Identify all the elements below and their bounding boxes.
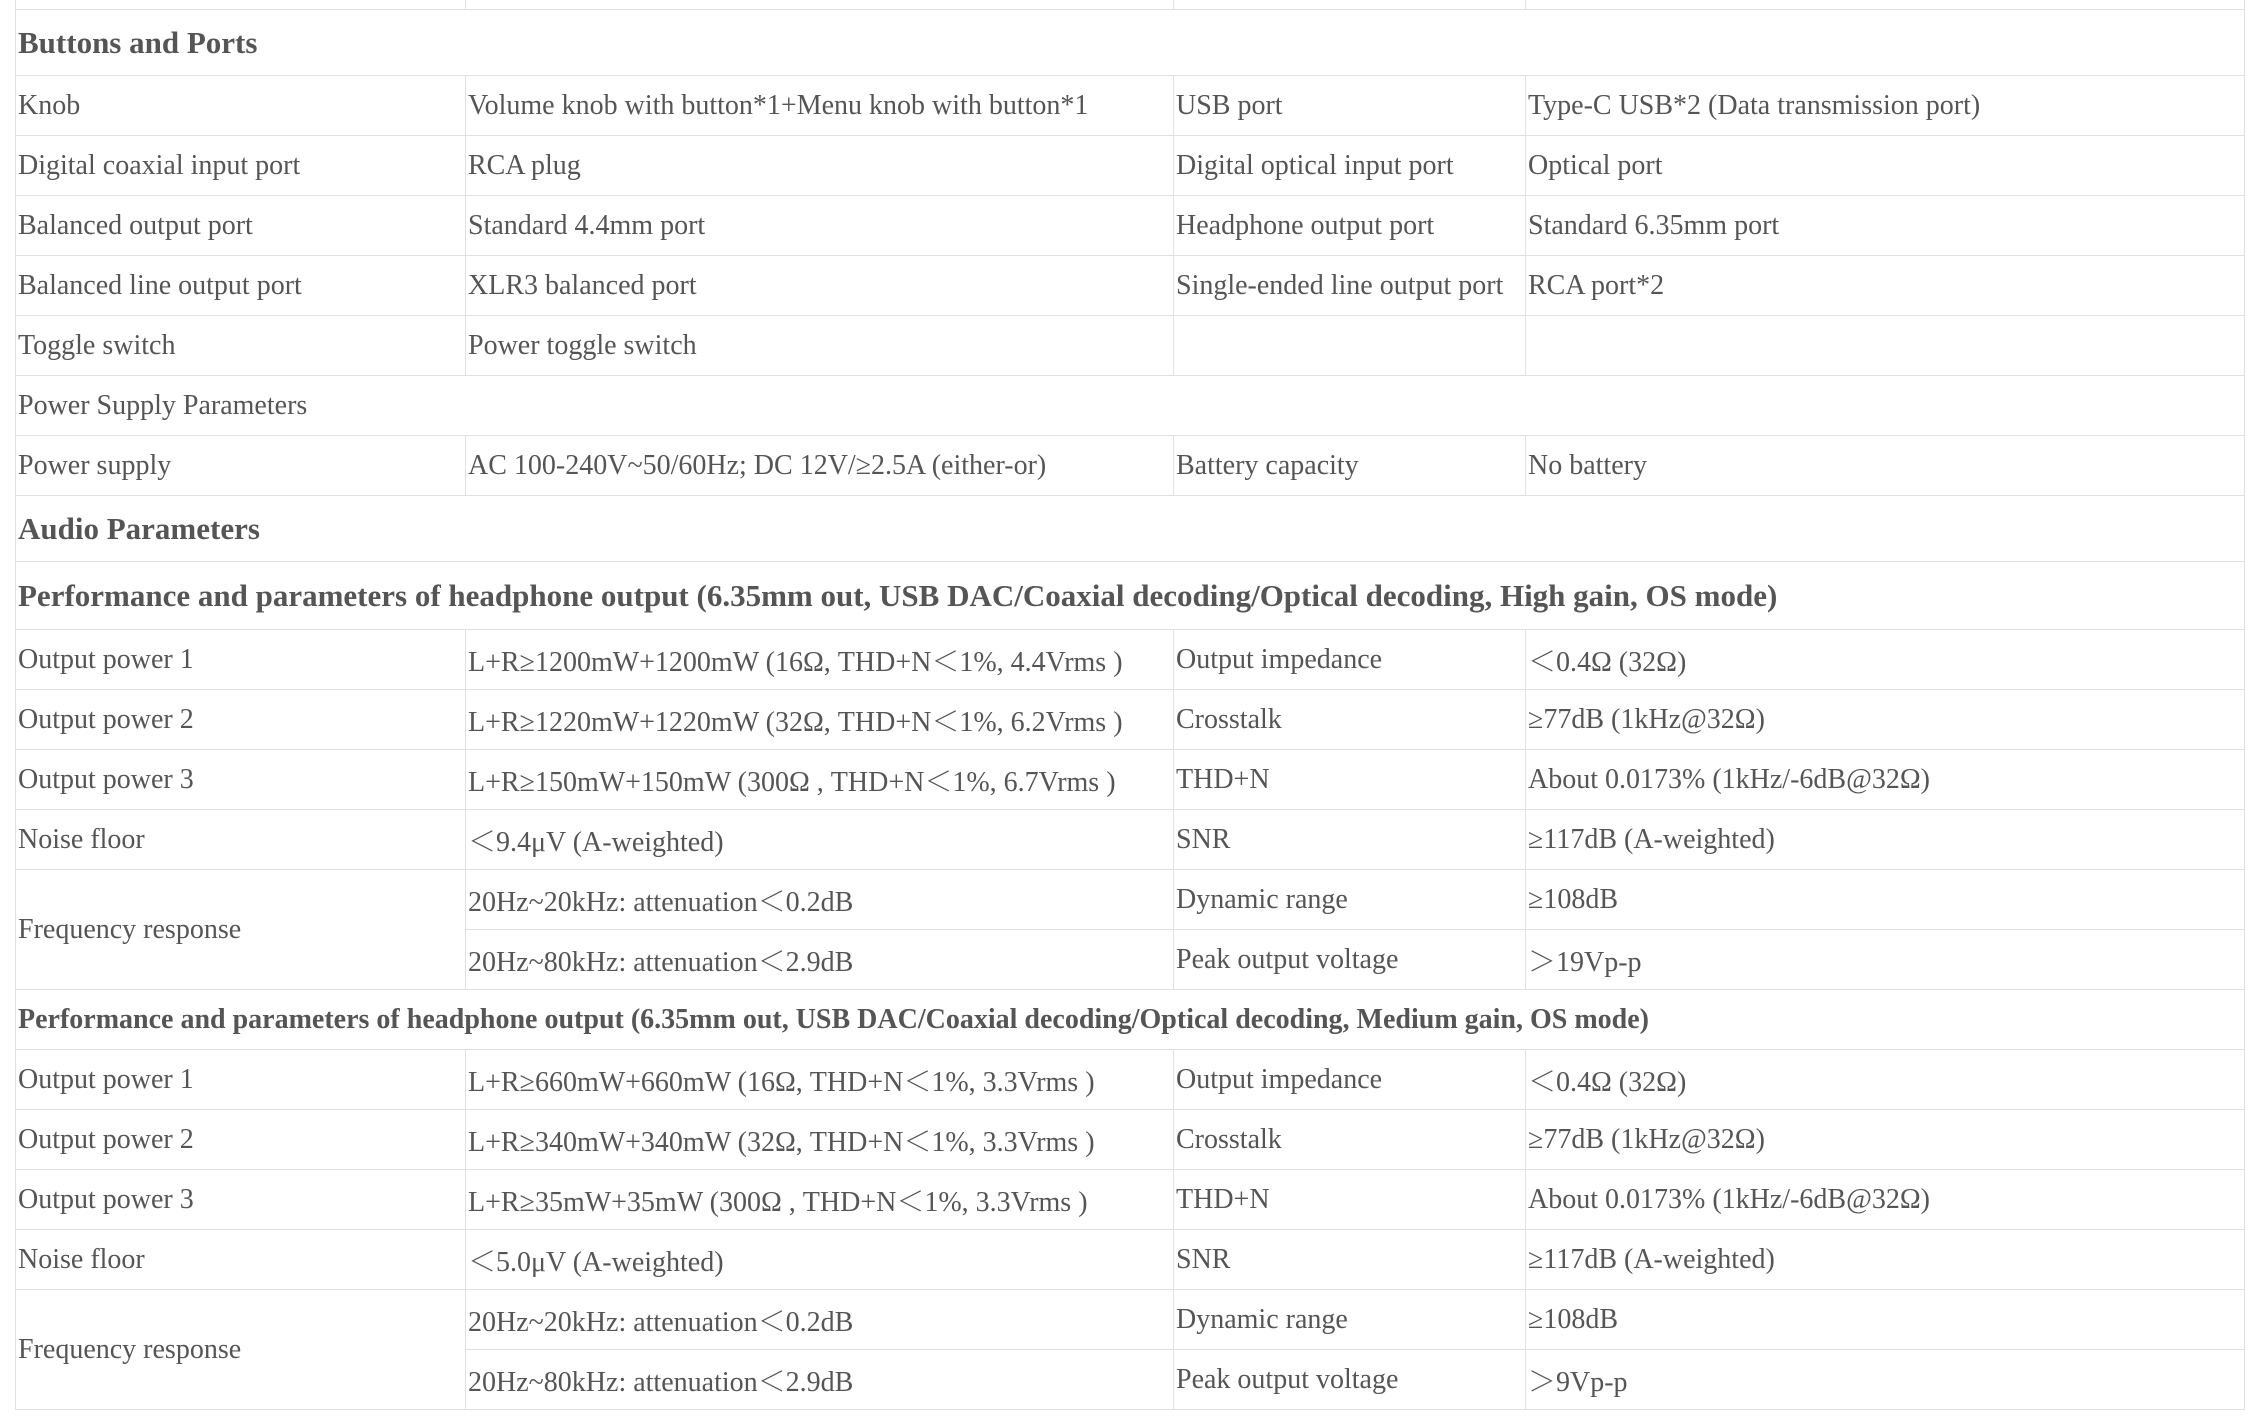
spec-label: Peak output voltage [1174, 1350, 1526, 1410]
spec-value: ≥77dB (1kHz@32Ω) [1526, 1110, 2245, 1170]
spec-row [16, 1230, 2245, 1290]
spec-value: No battery [1526, 436, 2245, 496]
spec-row [16, 256, 2245, 316]
spec-label: Battery capacity [1174, 436, 1526, 496]
spec-label: THD+N [1174, 1170, 1526, 1230]
spec-row [16, 76, 2245, 136]
spec-row [16, 630, 2245, 690]
spec-value: XLR3 balanced port [466, 256, 1174, 316]
section-header-row [16, 10, 2245, 76]
spec-label: Balanced output port [16, 196, 466, 256]
spec-value: 20Hz~20kHz: attenuation＜0.2dB [466, 1290, 1174, 1350]
spec-label: Output power 1 [16, 630, 466, 690]
top-strip-row [16, 0, 2245, 10]
section-title-buttons-and-ports: Buttons and Ports [16, 10, 2245, 76]
spec-value: RCA plug [466, 136, 1174, 196]
spec-row [16, 316, 2245, 376]
spec-row [16, 136, 2245, 196]
spec-label: Dynamic range [1174, 1290, 1526, 1350]
section-header-row [16, 496, 2245, 562]
spec-label: Frequency response [16, 870, 466, 990]
spec-label: Output impedance [1174, 630, 1526, 690]
spec-label: Output power 3 [16, 750, 466, 810]
spec-value: AC 100-240V~50/60Hz; DC 12V/≥2.5A (either-or) [466, 436, 1174, 496]
spec-value: 20Hz~80kHz: attenuation＜2.9dB [466, 1350, 1174, 1410]
subsection-title-medium-gain: Performance and parameters of headphone output (6.35mm out, USB DAC/Coaxial decoding/Optical decoding, Medium gain, OS mode) [16, 990, 2245, 1050]
spec-value: ＜0.4Ω (32Ω) [1526, 1050, 2245, 1110]
spec-value: L+R≥340mW+340mW (32Ω, THD+N＜1%, 3.3Vrms ) [466, 1110, 1174, 1170]
spec-label: Output power 2 [16, 1110, 466, 1170]
spec-value: ＜0.4Ω (32Ω) [1526, 630, 2245, 690]
section-title-audio-parameters: Audio Parameters [16, 496, 2245, 562]
spec-label: Output power 1 [16, 1050, 466, 1110]
spec-value: Volume knob with button*1+Menu knob with button*1 [466, 76, 1174, 136]
spec-value: ＞9Vp-p [1526, 1350, 2245, 1410]
subsection-title-high-gain: Performance and parameters of headphone output (6.35mm out, USB DAC/Coaxial decoding/Optical decoding, High gain, OS mode) [16, 562, 2245, 630]
subsection-header-row [16, 990, 2245, 1050]
spec-label: THD+N [1174, 750, 1526, 810]
spec-row [16, 1170, 2245, 1230]
spec-row [16, 810, 2245, 870]
spec-label: Peak output voltage [1174, 930, 1526, 990]
spec-label: SNR [1174, 1230, 1526, 1290]
spec-row [16, 750, 2245, 810]
spec-label: SNR [1174, 810, 1526, 870]
spec-label: Single-ended line output port [1174, 256, 1526, 316]
section-header-row [16, 376, 2245, 436]
spec-value: Optical port [1526, 136, 2245, 196]
spec-label: Noise floor [16, 1230, 466, 1290]
spec-value: 20Hz~20kHz: attenuation＜0.2dB [466, 870, 1174, 930]
spec-row [16, 1110, 2245, 1170]
spec-value: L+R≥150mW+150mW (300Ω , THD+N＜1%, 6.7Vrms ) [466, 750, 1174, 810]
spec-label: Dynamic range [1174, 870, 1526, 930]
spec-value: ≥108dB [1526, 1290, 2245, 1350]
spec-label: Frequency response [16, 1290, 466, 1410]
spec-label: Power supply [16, 436, 466, 496]
spec-value: About 0.0173% (1kHz/-6dB@32Ω) [1526, 750, 2245, 810]
spec-label: USB port [1174, 76, 1526, 136]
spec-label: Crosstalk [1174, 1110, 1526, 1170]
spec-value: ＞19Vp-p [1526, 930, 2245, 990]
spec-label: Output impedance [1174, 1050, 1526, 1110]
spec-value: Standard 4.4mm port [466, 196, 1174, 256]
spec-value: ≥117dB (A-weighted) [1526, 810, 2245, 870]
spec-row [16, 1290, 2245, 1350]
spec-label: Crosstalk [1174, 690, 1526, 750]
spec-value: ＜9.4μV (A-weighted) [466, 810, 1174, 870]
spec-label: Digital coaxial input port [16, 136, 466, 196]
spec-table [15, 0, 2245, 1410]
spec-label [1174, 316, 1526, 376]
spec-value: RCA port*2 [1526, 256, 2245, 316]
spec-value: ≥117dB (A-weighted) [1526, 1230, 2245, 1290]
spec-label: Digital optical input port [1174, 136, 1526, 196]
spec-label: Balanced line output port [16, 256, 466, 316]
section-title-power-supply: Power Supply Parameters [16, 376, 2245, 436]
spec-value: Standard 6.35mm port [1526, 196, 2245, 256]
spec-row [16, 196, 2245, 256]
spec-row [16, 870, 2245, 930]
spec-row [16, 1050, 2245, 1110]
subsection-header-row [16, 562, 2245, 630]
spec-value: Power toggle switch [466, 316, 1174, 376]
spec-value: L+R≥35mW+35mW (300Ω , THD+N＜1%, 3.3Vrms ) [466, 1170, 1174, 1230]
spec-value: L+R≥1200mW+1200mW (16Ω, THD+N＜1%, 4.4Vrms ) [466, 630, 1174, 690]
spec-label: Output power 2 [16, 690, 466, 750]
spec-label: Headphone output port [1174, 196, 1526, 256]
spec-value: Type-C USB*2 (Data transmission port) [1526, 76, 2245, 136]
spec-label: Noise floor [16, 810, 466, 870]
spec-value [1526, 316, 2245, 376]
spec-label: Knob [16, 76, 466, 136]
spec-value: ≥108dB [1526, 870, 2245, 930]
spec-value: 20Hz~80kHz: attenuation＜2.9dB [466, 930, 1174, 990]
spec-value: About 0.0173% (1kHz/-6dB@32Ω) [1526, 1170, 2245, 1230]
spec-value: L+R≥660mW+660mW (16Ω, THD+N＜1%, 3.3Vrms ) [466, 1050, 1174, 1110]
spec-row [16, 436, 2245, 496]
spec-value: L+R≥1220mW+1220mW (32Ω, THD+N＜1%, 6.2Vrms ) [466, 690, 1174, 750]
spec-row [16, 690, 2245, 750]
spec-label: Output power 3 [16, 1170, 466, 1230]
spec-label: Toggle switch [16, 316, 466, 376]
spec-value: ＜5.0μV (A-weighted) [466, 1230, 1174, 1290]
spec-value: ≥77dB (1kHz@32Ω) [1526, 690, 2245, 750]
